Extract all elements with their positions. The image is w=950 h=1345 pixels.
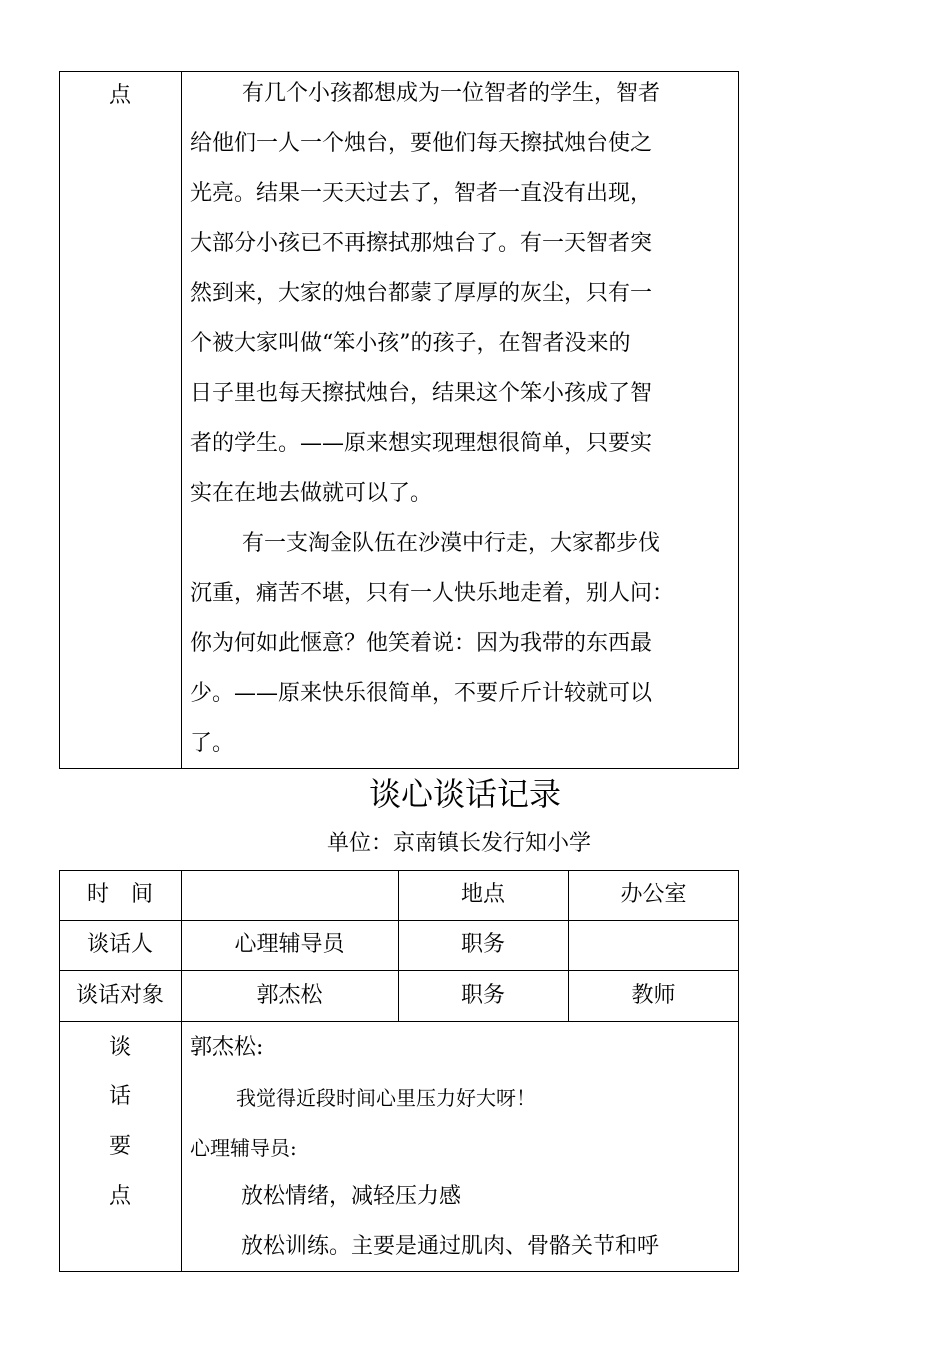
speaker-name: 郭杰松: xyxy=(190,1035,264,1060)
points-label-char: 要 xyxy=(108,1134,131,1159)
paragraph-line: 沉重，痛苦不堪，只有一人快乐地走着，别人问： xyxy=(190,581,675,606)
paragraph-line: 光亮。结果一天天过去了，智者一直没有出现， xyxy=(190,181,653,206)
top-table-label: 点 xyxy=(108,83,131,108)
paragraph-line: 然到来，大家的烛台都蒙了厚厚的灰尘，只有一 xyxy=(190,281,653,306)
paragraph-line: 实在在地去做就可以了。 xyxy=(190,481,433,506)
paragraph-line: 你为何如此惬意？他笑着说：因为我带的东西最 xyxy=(190,631,653,656)
time-label: 时 间 xyxy=(86,882,153,907)
location-value: 办公室 xyxy=(620,882,687,907)
interviewee-value: 郭杰松 xyxy=(256,983,323,1008)
row-divider xyxy=(59,970,739,971)
row-divider xyxy=(59,1021,739,1022)
paragraph-line: 少。——原来快乐很简单，不要斤斤计较就可以 xyxy=(190,681,653,706)
dialogue-line: 放松训练。主要是通过肌肉、骨骼关节和呼 xyxy=(241,1234,660,1259)
paragraph-line: 有一支淘金队伍在沙漠中行走，大家都步伐 xyxy=(242,531,661,556)
paragraph-line: 大部分小孩已不再擦拭那烛台了。有一天智者突 xyxy=(190,231,653,256)
interviewee-label: 谈话对象 xyxy=(75,983,164,1008)
position-label: 职务 xyxy=(460,932,505,957)
story-paragraph-2 xyxy=(190,521,690,771)
paragraph-line: 给他们一人一个烛台，要他们每天擦拭烛台使之 xyxy=(190,131,653,156)
unit-line: 单位：京南镇长发行知小学 xyxy=(326,831,591,856)
paragraph-line: 者的学生。——原来想实现理想很简单，只要实 xyxy=(190,431,653,456)
paragraph-line: 了。 xyxy=(190,731,235,756)
points-label-char: 话 xyxy=(108,1084,131,1109)
dialogue-line: 我觉得近段时间心里压力好大呀！ xyxy=(236,1086,536,1110)
points-label-char: 点 xyxy=(108,1184,131,1209)
speaker-name: 心理辅导员: xyxy=(190,1136,297,1160)
top-table-divider xyxy=(181,71,182,769)
page-title: 谈心谈话记录 xyxy=(368,775,561,813)
points-label-char: 谈 xyxy=(108,1035,131,1060)
paragraph-line: 日子里也每天擦拭烛台，结果这个笨小孩成了智 xyxy=(190,381,653,406)
row-divider xyxy=(59,920,739,921)
interviewer-label: 谈话人 xyxy=(86,932,153,957)
paragraph-line: 个被大家叫做“笨小孩”的孩子，在智者没来的 xyxy=(190,331,631,356)
position-value: 教师 xyxy=(631,983,676,1008)
location-label: 地点 xyxy=(460,882,505,907)
position-label: 职务 xyxy=(460,983,505,1008)
dialogue-line: 放松情绪，减轻压力感 xyxy=(241,1184,462,1209)
story-paragraph-1 xyxy=(190,71,690,521)
paragraph-line: 有几个小孩都想成为一位智者的学生，智者 xyxy=(242,81,661,106)
interviewer-value: 心理辅导员 xyxy=(234,932,345,957)
